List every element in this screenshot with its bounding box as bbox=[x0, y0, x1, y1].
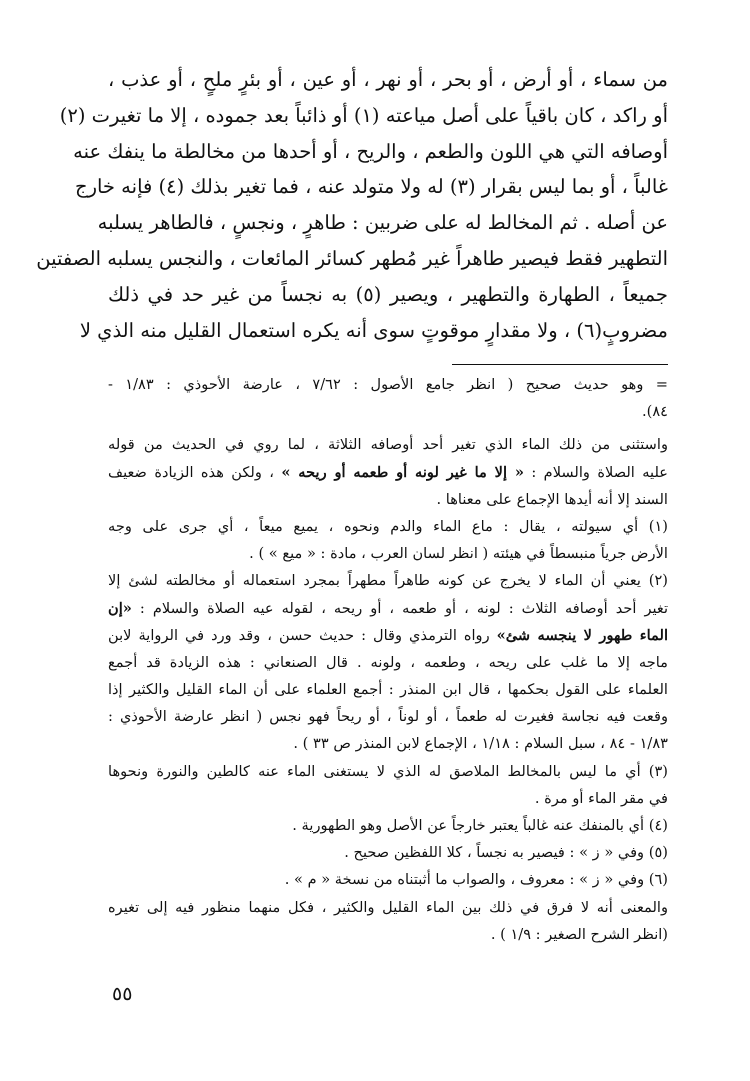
footnote-line: (١) أي سيولته ، يقال : ماع الماء والدم ونحوه ، يميع ميعاً ، أي جرى على وجه bbox=[108, 517, 668, 535]
footnote-line: = وهو حديث صحيح ( انظر جامع الأصول : ٧/٦٢ ، عارضة الأحوذي : ١/٨٣ - bbox=[108, 376, 668, 393]
main-text bbox=[36, 62, 668, 348]
page-number: ٥٥ bbox=[112, 983, 133, 1005]
footnote-line: (٤) أي بالمنفك عنه غالباً يعتبر خارجاً عن الأصل وهو الطهورية . bbox=[292, 817, 668, 834]
footnote-separator bbox=[452, 364, 668, 365]
footnote-line: (٣) أي ما ليس بالمخالط الملاصق له الذي لا يستغنى الماء عنه كالطين والنورة ونحوها bbox=[108, 762, 668, 780]
footnote-line: العلماء على القول بحكمها ، قال ابن المنذر : أجمع العلماء على أن الماء القليل والكثير إذا bbox=[108, 681, 668, 699]
main-line: جميعاً ، الطهارة والتطهير ، ويصير (٥) به نجساً من غير حد في ذلك bbox=[108, 282, 668, 306]
footnote-line: ماجه إلا ما غلب على ريحه ، وطعمه ، ولونه . قال الصنعاني : هذه الزيادة قد أجمع bbox=[108, 653, 668, 671]
footnote-line: الأرض جرياً منبسطاً في هيئته ( انظر لسان العرب ، مادة : « ميع » ) . bbox=[249, 545, 668, 563]
main-line: التطهير فقط فيصير طاهراً غير مُطهر كسائر المائعات ، والنجس يسلبه الصفتين bbox=[36, 246, 668, 270]
footnote-line: ١/٨٣ - ٨٤ ، سبل السلام : ١/١٨ ، الإجماع لابن المنذر ص ٣٣ ) . bbox=[293, 735, 668, 753]
main-line: أوصافه التي هي اللون والطعم ، والريح ، أو أحدها من مخالطة ما ينفك عنه bbox=[73, 139, 668, 163]
footnote-line: ٨٤). bbox=[641, 403, 668, 421]
footnote-line: (٢) يعني أن الماء لا يخرج عن كونه طاهراً مطهراً بمجرد استعماله أو مخالطته لشئ إلا bbox=[108, 572, 668, 590]
footnote-line: عليه الصلاة والسلام : « إلا ما غير لونه أو طعمه أو ريحه » ، ولكن هذه الزيادة ضعيف bbox=[108, 463, 668, 481]
main-line: أو راكد ، كان باقياً على أصل مياعته (١) أو ذائباً بعد جموده ، إلا ما تغيرت (٢) bbox=[59, 103, 668, 127]
main-line: من سماء ، أو أرض ، أو بحر ، أو نهر ، أو عين ، أو بئرٍ ملحٍ ، أو عذب ، bbox=[108, 68, 668, 91]
footnote-line: والمعنى أنه لا فرق في ذلك بين الماء القليل والكثير ، فكل منهما منظور فيه إلى تغيره bbox=[108, 898, 668, 916]
footnote-line: (٥) وفي « ز » : فيصير به نجساً ، كلا اللفظين صحيح . bbox=[344, 844, 668, 862]
footnote-line: وقعت فيه نجاسة فغيرت له طعماً ، أو لوناً ، أو ريحاً فهو نجس ( انظر عارضة الأحوذي : bbox=[108, 708, 668, 726]
footnote-line: في مقر الماء أو مرة . bbox=[534, 789, 668, 807]
footnote-line: الماء طهور لا ينجسه شئ» رواه الترمذي وقال : حديث حسن ، وقد ورد في الرواية لابن bbox=[108, 626, 668, 644]
footnote-line: تغير أحد أوصافه الثلاث : لونه ، أو طعمه ، أو ريحه ، لقوله عيه الصلاة والسلام : «إن bbox=[108, 599, 668, 617]
footnotes bbox=[108, 371, 668, 948]
footnote-line: (انظر الشرح الصغير : ١/٩ ) . bbox=[490, 925, 668, 943]
main-line: مضروبٍ(٦) ، ولا مقدارٍ موقوتٍ سوى أنه يكره استعمال القليل منه الذي لا bbox=[79, 318, 668, 342]
main-line: عن أصله . ثم المخالط له على ضربين : طاهرٍ ، ونجسٍ ، فالطاهر يسلبه bbox=[97, 211, 668, 235]
footnote-line: السند إلا أنه أيدها الإجماع على معناها . bbox=[436, 490, 668, 508]
footnote-line: (٦) وفي « ز » : معروف ، والصواب ما أثبتناه من نسخة « م » . bbox=[284, 871, 668, 889]
footnote-line: واستثنى من ذلك الماء الذي تغير أحد أوصافه الثلاثة ، لما روي في الحديث من قوله bbox=[108, 436, 668, 454]
main-line: غالباً ، أو بما ليس بقرار (٣) له ولا متولد عنه ، فما تغير بذلك (٤) فإنه خارج bbox=[74, 175, 668, 199]
